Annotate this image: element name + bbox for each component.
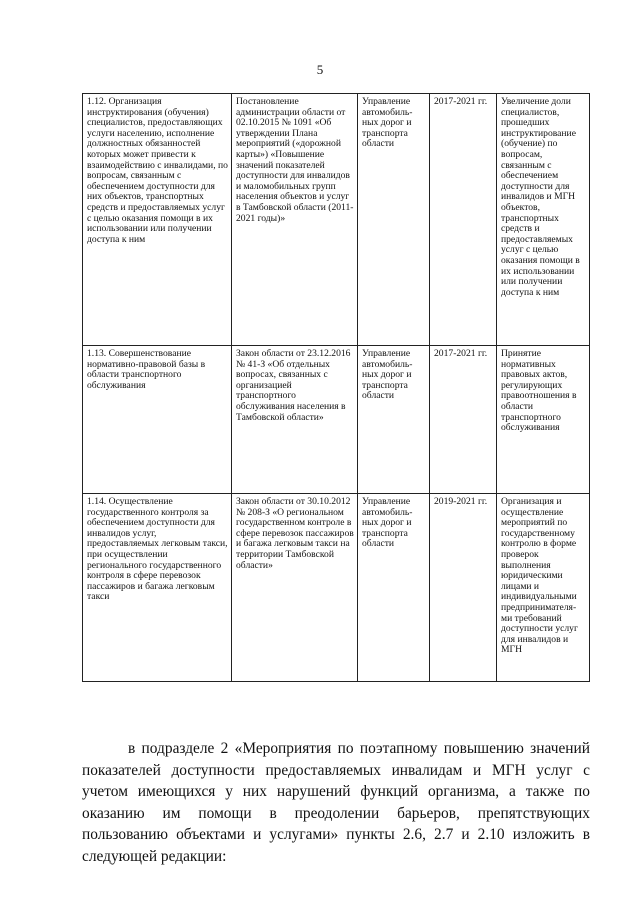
table-row bbox=[83, 94, 590, 346]
page-number: 5 bbox=[316, 62, 324, 77]
cell-result: Организация и осуществление мероприятий по государственному контролю в форме проверок выполнения юридическими лицами и индивидуальными предпринимателя-ми требований доступности услуг для инвалидов и МГН bbox=[497, 494, 590, 682]
measures-table bbox=[82, 93, 590, 682]
table-row bbox=[83, 494, 590, 682]
cell-measure: 1.14. Осуществление государственного контроля за обеспечением доступности для инвалидов услуг, предоставляемых легковым такси, при осуществлении регионального государственного контроля в сфере перевозок пассажиров и багажа легковым такси bbox=[83, 494, 232, 682]
cell-measure: 1.12. Организация инструктирования (обучения) специалистов, предоставляющих услуги населению, исполнение должностных обязанностей которых может привести к взаимодействию с инвалидами, по вопросам, связанным с обеспечением доступности для них объектов, транспортных средств и предоставляемых услуг с целью оказания помощи в их использовании или получении доступа к ним bbox=[83, 94, 232, 346]
cell-years: 2017-2021 гг. bbox=[430, 346, 497, 494]
cell-executor: Управление автомобиль-ных дорог и транспорта области bbox=[358, 346, 430, 494]
cell-document: Закон области от 23.12.2016 № 41-З «Об отдельных вопросах, связанных с организацией транспортного обслуживания населения в Тамбовской области» bbox=[232, 346, 358, 494]
cell-years: 2017-2021 гг. bbox=[430, 94, 497, 346]
cell-document: Постановление администрации области от 02.10.2015 № 1091 «Об утверждении Плана мероприятий («дорожной карты») «Повышение значений показателей доступности для инвалидов и маломобильных групп населения объектов и услуг в Тамбовской области (2011-2021 годы)» bbox=[232, 94, 358, 346]
cell-document: Закон области от 30.10.2012 № 208-З «О региональном государственном контроле в сфере перевозок пассажиров и багажа легковым такси на территории Тамбовской области» bbox=[232, 494, 358, 682]
cell-years: 2019-2021 гг. bbox=[430, 494, 497, 682]
cell-executor: Управление автомобиль-ных дорог и транспорта области bbox=[358, 494, 430, 682]
cell-executor: Управление автомобиль-ных дорог и транспорта области bbox=[358, 94, 430, 346]
body-paragraph: в подразделе 2 «Мероприятия по поэтапному повышению значений показателей доступности предоставляемых инвалидам и МГН услуг с учетом имеющихся у них нарушений функций организма, а также по оказанию им помощи в преодолении барьеров, препятствующих пользованию объектами и услугами» пункты 2.6, 2.7 и 2.10 изложить в следующей редакции: bbox=[82, 740, 590, 865]
cell-result: Принятие нормативных правовых актов, регулирующих правоотношения в области транспортного обслуживания bbox=[497, 346, 590, 494]
cell-measure: 1.13. Совершенствование нормативно-правовой базы в области транспортного обслуживания bbox=[83, 346, 232, 494]
table-row bbox=[83, 346, 590, 494]
cell-result: Увеличение доли специалистов, прошедших инструктирование (обучение) по вопросам, связанным с обеспечением доступности для инвалидов и МГН объектов, транспортных средств и предоставляемых услуг с целью оказания помощи в их использовании или получении доступа к ним bbox=[497, 94, 590, 346]
